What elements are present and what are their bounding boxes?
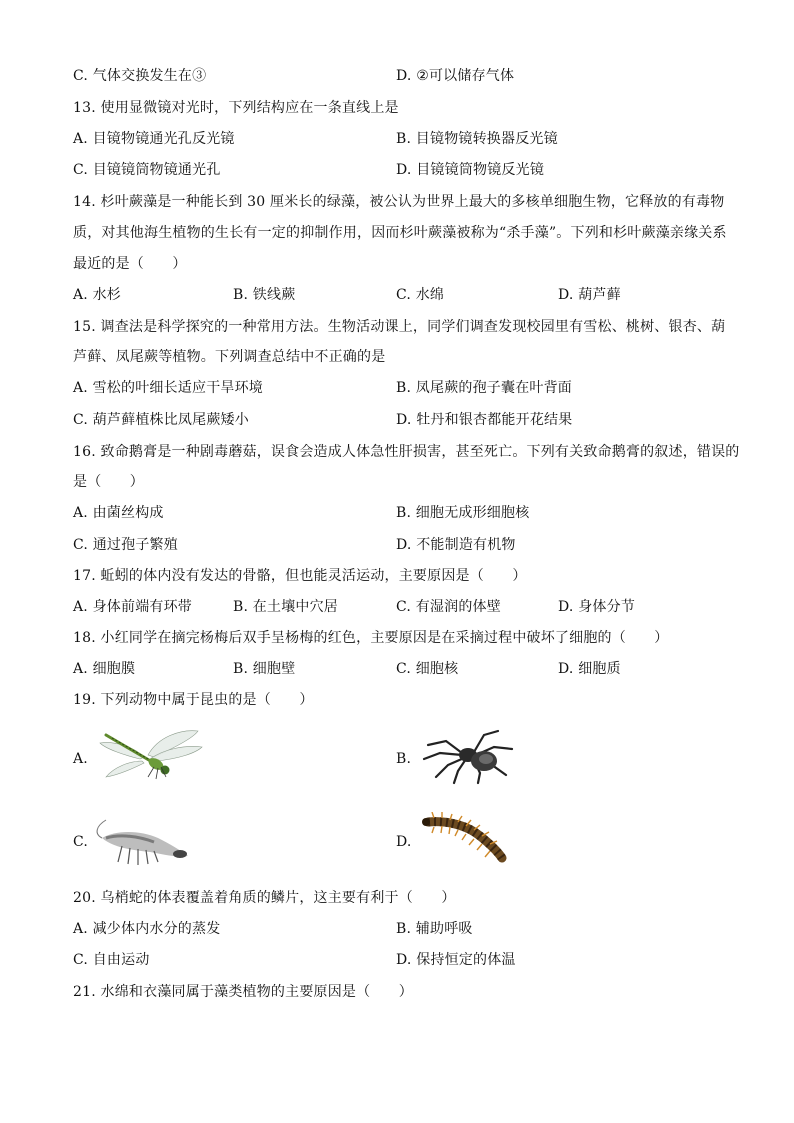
q17-option-a: A. 身体前端有环带 — [73, 599, 193, 615]
q16-option-c: C. 通过孢子繁殖 — [73, 537, 178, 553]
q15-option-c: C. 葫芦藓植株比凤尾蕨矮小 — [73, 412, 249, 428]
q19-option-c-label: C. — [73, 834, 89, 850]
centipede-icon — [418, 812, 510, 864]
q21-stem: 21. 水绵和衣藻同属于藻类植物的主要原因是（ ） — [73, 984, 413, 1000]
spider-icon — [418, 725, 516, 785]
q19-option-a-label: A. — [73, 751, 88, 767]
q20-stem: 20. 乌梢蛇的体表覆盖着角质的鳞片，这主要有利于（ ） — [73, 890, 456, 906]
q18-option-c: C. 细胞核 — [396, 661, 459, 677]
q16-option-d: D. 不能制造有机物 — [396, 537, 516, 553]
q12-option-d: D. ②可以储存气体 — [396, 68, 515, 84]
q14-option-a: A. 水杉 — [73, 287, 122, 303]
q20-option-c: C. 自由运动 — [73, 952, 150, 968]
q13-option-c: C. 目镜镜筒物镜通光孔 — [73, 162, 221, 178]
q18-option-d: D. 细胞质 — [558, 661, 621, 677]
q15-stem-line2: 芦藓、凤尾蕨等植物。下列调查总结中不正确的是 — [73, 349, 386, 365]
q16-option-b: B. 细胞无成形细胞核 — [396, 505, 530, 521]
q13-option-d: D. 目镜镜筒物镜反光镜 — [396, 162, 545, 178]
q13-stem: 13. 使用显微镜对光时，下列结构应在一条直线上是 — [73, 100, 399, 116]
q14-stem-line3: 最近的是（ ） — [73, 256, 187, 272]
q18-option-a: A. 细胞膜 — [73, 661, 136, 677]
q19-stem: 19. 下列动物中属于昆虫的是（ ） — [73, 692, 314, 708]
q20-option-a: A. 减少体内水分的蒸发 — [73, 921, 221, 937]
q19-option-b-label: B. — [396, 751, 412, 767]
q17-stem: 17. 蚯蚓的体内没有发达的骨骼，但也能灵活运动，主要原因是（ ） — [73, 568, 527, 584]
q14-option-c: C. 水绵 — [396, 287, 445, 303]
q15-option-d: D. 牡丹和银杏都能开花结果 — [396, 412, 573, 428]
q15-option-b: B. 凤尾蕨的孢子囊在叶背面 — [396, 380, 572, 396]
q14-option-d: D. 葫芦藓 — [558, 287, 621, 303]
q16-stem-line2: 是（ ） — [73, 474, 144, 490]
q14-stem-line1: 14. 杉叶蕨藻是一种能长到 30 厘米长的绿藻，被公认为世界上最大的多核单细胞生物，它释放的有毒物 — [73, 194, 725, 210]
q20-option-b: B. 辅助呼吸 — [396, 921, 473, 937]
q20-option-d: D. 保持恒定的体温 — [396, 952, 516, 968]
q12-option-c: C. 气体交换发生在③ — [73, 68, 207, 84]
q17-option-c: C. 有湿润的体壁 — [396, 599, 501, 615]
q14-option-b: B. 铁线蕨 — [233, 287, 296, 303]
q13-option-a: A. 目镜物镜通光孔反光镜 — [73, 131, 235, 147]
q16-option-a: A. 由菌丝构成 — [73, 505, 164, 521]
q13-option-b: B. 目镜物镜转换器反光镜 — [396, 131, 558, 147]
q19-option-d-label: D. — [396, 834, 412, 850]
q17-option-b: B. 在土壤中穴居 — [233, 599, 338, 615]
q18-stem: 18. 小红同学在摘完杨梅后双手呈杨梅的红色，主要原因是在采摘过程中破坏了细胞的（ ） — [73, 630, 669, 646]
shrimp-icon — [92, 816, 192, 868]
q17-option-d: D. 身体分节 — [558, 599, 636, 615]
dragonfly-icon — [98, 727, 204, 785]
q18-option-b: B. 细胞壁 — [233, 661, 296, 677]
q14-stem-line2: 质，对其他海生植物的生长有一定的抑制作用，因而杉叶蕨藻被称为“杀手藻”。下列和杉叶蕨藻亲缘关系 — [73, 225, 727, 241]
q16-stem-line1: 16. 致命鹅膏是一种剧毒蘑菇，误食会造成人体急性肝损害，甚至死亡。下列有关致命鹅膏的叙述，错误的 — [73, 444, 740, 460]
q15-stem-line1: 15. 调查法是科学探究的一种常用方法。生物活动课上，同学们调查发现校园里有雪松、桃树、银杏、葫 — [73, 319, 726, 335]
q15-option-a: A. 雪松的叶细长适应干旱环境 — [73, 380, 264, 396]
